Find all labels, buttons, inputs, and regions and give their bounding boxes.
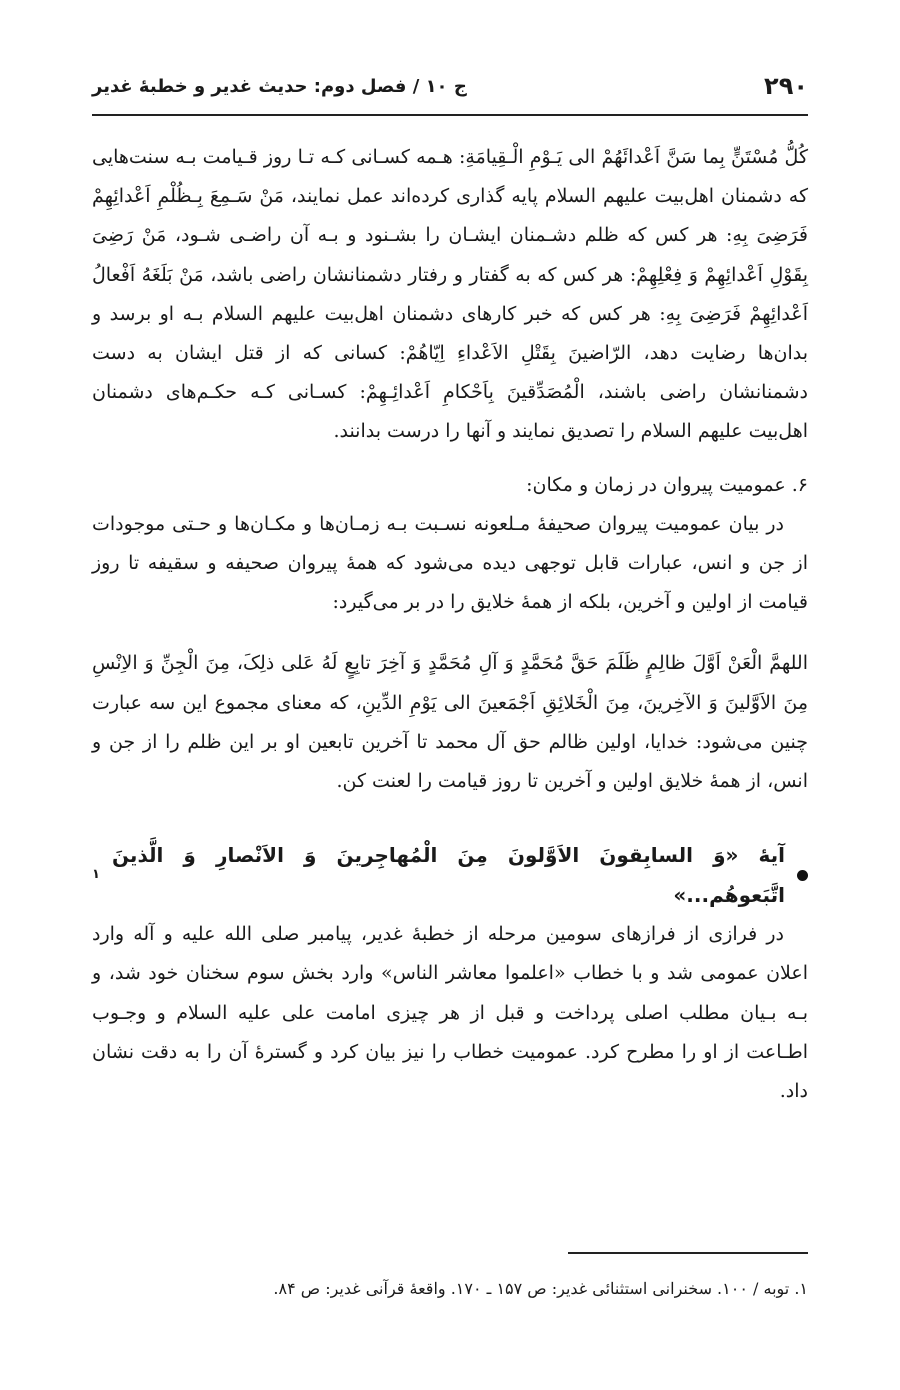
footnote-divider (568, 1252, 808, 1254)
section-title (92, 835, 808, 915)
paragraph-ziyarat-quote: اللهمَّ الْعَنْ اَوَّلَ ظالِمٍ ظَلَمَ حَقَّ مُحَمَّدٍ وَ آلِ مُحَمَّدٍ وَ آخِرَ تابِعٍ لَهُ عَلی ذلِکَ، مِنَ الْجِنِّ وَ الاِنْسِ مِنَ الاَوَّلینَ وَ الآخِرینَ، مِنَ الْخَلائِقِ اَجْمَعینَ الی یَوْمِ الدِّینِ، که معنای مجموع این سه عبارت چنین می‌شود: خدایا، اولین ظالم حق آل محمد تا آخرین تابعین او بر این ظلم را از جن و انس، از همهٔ خلایق اولین و آخرین تا روز قیامت را لعنت کن. (92, 652, 808, 793)
footnote: ۱. توبه / ۱۰۰. سخنرانی استثنائی غدیر: ص ۱۵۷ ـ ۱۷۰. واقعهٔ قرآنی غدیر: ص ۸۴. (273, 1279, 808, 1298)
footnote-reference[interactable]: ۱ (92, 867, 100, 883)
section-title-text: آیهٔ «وَ السابِقونَ الاَوَّلونَ مِنَ الْمُهاجِرینَ وَ الاَنْصارِ وَ الَّذینَ اتَّبَعوهُم...» (111, 843, 785, 908)
paragraph-curse-followers: كُلُّ مُسْتَنٍّ بِما سَنَّ اَعْدائَهُمْ الی یَـوْمِ الْـقِیامَةِ: هـمه کسـانی کـه تـا روز قـیامت بـه سنت‌هایی که دشمنان اهل‌بیت علیهم السلام پایه گذاری کرده‌اند عمل نمایند، مَنْ سَـمِعَ بِـظُلْمِ اَعْدائِهِمْ فَرَضِیَ بِهِ: هر کس که ظلم دشـمنان ایشـان را بشـنود و بـه آن راضـی شـود، مَنْ رَضِیَ بِقَوْلِ اَعْدائِهِمْ وَ فِعْلِهِمْ: هر کس که به گفتار و رفتار دشمنانشان راضی باشد، مَنْ بَلَغَهُ اَفْعالُ اَعْدائِهِمْ فَرَضِیَ بِهِ: هر کس که خبر کارهای دشمنان اهل‌بیت علیهم السلام بـه او برسد و بدان‌ها رضایت دهد، الرّاضینَ بِقَتْلِ الاَعْداءِ اِیّاهُمْ: کسانی که از قتل ایشان به دست دشمنانشان راضی باشند، الْمُصَدِّقینَ بِاَحْکامِ اَعْدائِـهِمْ: کسـانی کـه حکـم‌های دشمنان اهل‌بیت علیهم السلام را تصدیق نمایند و آنها را درست بدانند. (92, 146, 808, 443)
paragraph-ghadir-sermon: در فرازی از فرازهای سومین مرحله از خطبهٔ غدیر، پیامبر صلی الله علیه و آله وارد اعلان عمومی شد و با خطاب «اعلموا معاشر الناس» وارد بخش سوم سخنان خود شد، و بـه بـیان مطلب اصلی پرداخت و قبل از هر چیزی امامت علی علیه السلام و وجـوب اطـاعت از او را مطرح کرد. عمومیت خطاب را نیز بیان کرد و گسترهٔ آن را به دقت نشان داد. (92, 923, 808, 1103)
page-number: ۲۹۰ (764, 72, 808, 100)
bullet-icon (797, 870, 808, 881)
page-header (92, 58, 808, 116)
paragraph-generality: در بیان عمومیت پیروان صحیفهٔ مـلعونه نسـبت بـه زمـان‌ها و مکـان‌ها و حـتی موجودات از جن و انس، عبارات قابل توجهی دیده می‌شود که همهٔ پیروان صحیفه و سقیفه تا روز قیامت از اولین و آخرین، بلکه از همهٔ خلایق را در بر می‌گیرد: (92, 512, 808, 614)
page-body (92, 138, 808, 1111)
subheading-generality: ۶. عمومیت پیروان در زمان و مکان: (526, 473, 808, 496)
running-title: ج ۱۰ / فصل دوم: حدیث غدیر و خطبهٔ غدیر (92, 75, 467, 97)
